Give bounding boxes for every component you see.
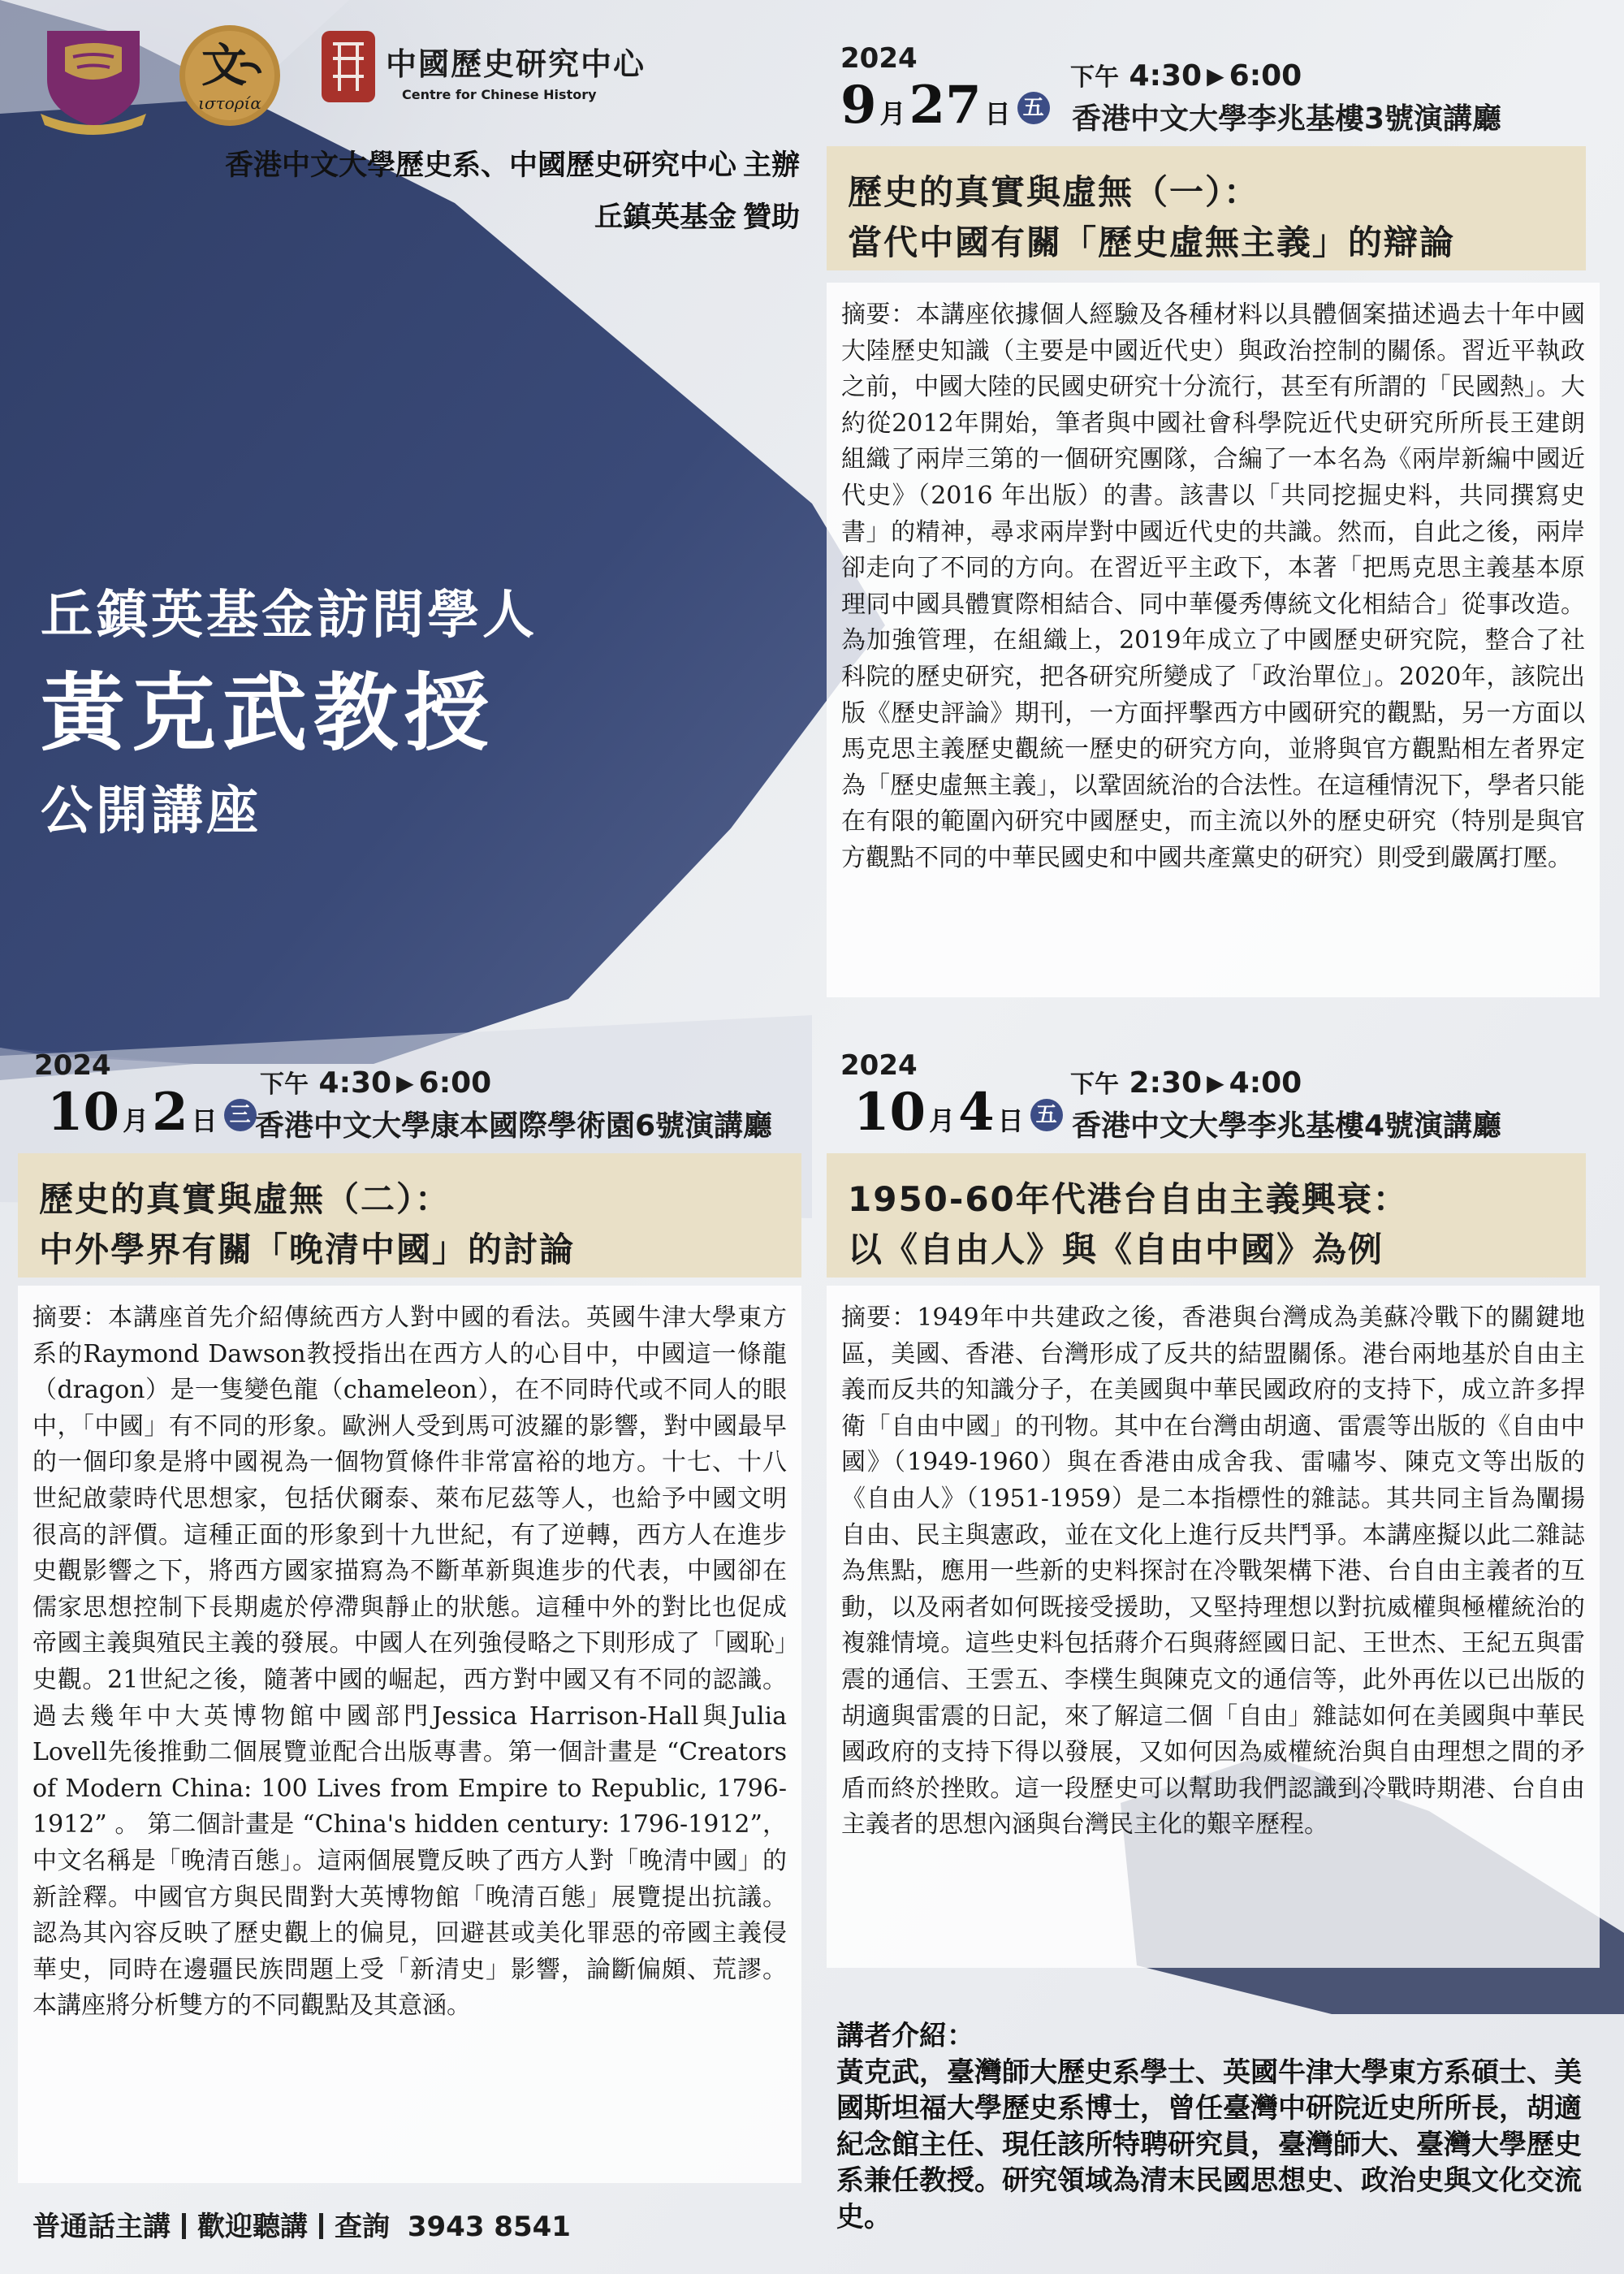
speaker-intro-bio: 黃克武，臺灣師大歷史系學士、英國牛津大學東方系碩士、美國斯坦福大學歷史系博士，曾任臺灣中研院近史所所長，胡適紀念館主任、現任該所特聘研究員，臺灣師大、臺灣大學歷史系兼任教授。研究領域為清末民國思想史、政治史與文化交流史。 (836, 2056, 1582, 2233)
lecture-3-time-start: 2:30 (1129, 1066, 1203, 1100)
lecture-3-day-unit: 日 (997, 1105, 1024, 1136)
footer-language: 普通話主講 (32, 2211, 171, 2243)
lecture-3-time-end: 4:00 (1229, 1066, 1302, 1100)
centre-logo-main: 中國歷史研究中心 (386, 46, 646, 82)
lecture-2-time-start: 4:30 (318, 1066, 392, 1100)
svg-text:文: 文 (201, 39, 247, 93)
lecture-3-title-line2: 以《自由人》與《自由中國》為例 (848, 1230, 1384, 1269)
istoria-logo (177, 23, 283, 128)
lecture-2-title-band (18, 1153, 801, 1278)
sponsor-name: 丘鎮英基金 (594, 201, 736, 234)
lecture-1-head (840, 42, 1587, 148)
lecture-3-year: 2024 (840, 1049, 918, 1082)
lecture-2-time-prefix: 下午 (260, 1070, 309, 1099)
play-arrow-icon: ▶ (1207, 63, 1224, 89)
lecture-2-time (260, 1064, 491, 1100)
lecture-2-year: 2024 (34, 1049, 111, 1082)
lecture-3-head (840, 1049, 1587, 1155)
organizers-block (225, 140, 800, 244)
speaker-name-title: 黃克武教授 (41, 663, 496, 763)
lecture-1-time-start: 4:30 (1129, 59, 1203, 93)
lecture-1-date (840, 75, 1050, 136)
lecture-2-day: 2 (152, 1082, 188, 1143)
lecture-3-day: 4 (958, 1082, 995, 1143)
cuhk-crest-logo (32, 23, 154, 136)
lecture-3-time (1070, 1064, 1302, 1100)
lecture-3-title-line1: 1950-60年代港台自由主義興衰： (848, 1179, 1409, 1219)
footer-phone: 3943 8541 (407, 2211, 571, 2243)
lecture-3-time-prefix: 下午 (1070, 1070, 1119, 1099)
footer-separator (182, 2213, 186, 2239)
centre-logo-sub: Centre for Chinese History (402, 87, 597, 102)
lecture-1-day: 27 (909, 75, 982, 136)
istoria-logo-text: ιστορία (198, 93, 261, 113)
lecture-2-weekday-badge: 三 (224, 1099, 257, 1131)
lecture-2-time-end: 6:00 (418, 1066, 492, 1100)
lecture-3-month: 10 (853, 1082, 926, 1143)
lecture-1-time-end: 6:00 (1229, 59, 1302, 93)
lecture-1-time (1070, 57, 1302, 93)
play-arrow-icon: ▶ (396, 1070, 414, 1096)
lecture-3-title-band (827, 1153, 1586, 1278)
lecture-2-month-unit: 月 (123, 1105, 149, 1136)
lecture-2-head (34, 1049, 781, 1155)
lecture-1-title-band (827, 146, 1586, 270)
lecture-1-title-line1: 歷史的真實與虛無（一）： (848, 172, 1260, 212)
lecture-2-title-line1: 歷史的真實與虛無（二）： (39, 1179, 451, 1219)
organizer-role: 主辦 (742, 149, 800, 182)
hero-title (41, 585, 538, 843)
organizer-name: 香港中文大學歷史系、中國歷史研究中心 (224, 149, 736, 182)
sponsor-line (225, 192, 800, 244)
lecture-2-date (47, 1082, 257, 1143)
lecture-3-date (853, 1082, 1063, 1143)
lecture-3-venue: 香港中文大學李兆基樓4號演講廳 (1072, 1109, 1502, 1143)
lecture-3-abstract: 摘要：1949年中共建政之後，香港與台灣成為美蘇冷戰下的關鍵地區，美國、香港、台灣形成了反共的結盟關係。港台兩地基於自由主義而反共的知識分子，在美國與中華民國政府的支持下，成立許多捍衛「自由中國」的刊物。其中在台灣由胡適、雷震等出版的《自由中國》（1949-1960）與在香港由成舍我、雷嘯岑、陳克文等出版的《自由人》（1951-1959）是二本指標性的雜誌。其共同主旨為闡揚自由、民主與憲政，並在文化上進行反共鬥爭。本講座擬以此二雜誌為焦點，應用一些新的史料探討在冷戰架構下港、台自由主義者的互動，以及兩者如何既接受援助，又堅持理想以對抗威權與極權統治的複雜情境。這些史料包括蔣介石與蔣經國日記、王世杰、王紀五與雷震的通信、王雲五、李樸生與陳克文的通信等，此外再佐以已出版的胡適與雷震的日記，來了解這二個「自由」雜誌如何在美國與中華民國政府的支持下得以發展，又如何因為威權統治與自由理想之間的矛盾而終於挫敗。這一段歷史可以幫助我們認識到冷戰時期港、台自由主義者的思想內涵與台灣民主化的艱辛歷程。 (827, 1286, 1600, 1968)
lecture-1-day-unit: 日 (984, 98, 1011, 129)
lecture-1-weekday-badge: 五 (1017, 92, 1050, 124)
lecture-1-abstract: 摘要：本講座依據個人經驗及各種材料以具體個案描述過去十年中國大陸歷史知識（主要是中國近代史）與政治控制的關係。習近平執政之前，中國大陸的民國史研究十分流行，甚至有所謂的「民國熱」。大約從2012年開始，筆者與中國社會科學院近代史研究所所長王建朗組織了兩岸三第的一個研究團隊，合編了一本名為《兩岸新編中國近代史》（2016 年出版）的書。該書以「共同挖掘史料，共同撰寫史書」的精神，尋求兩岸對中國近代史的共識。然而，自此之後，兩岸卻走向了不同的方向。在習近平主政下，本著「把馬克思主義基本原理同中國具體實際相結合、同中華優秀傳統文化相結合」從事改造。為加強管理，在組織上，2019年成立了中國歷史研究院，整合了社科院的歷史研究，把各研究所變成了「政治單位」。2020年，該院出版《歷史評論》期刊，一方面抨擊西方中國研究的觀點，另一方面以馬克思主義歷史觀統一歷史的研究方向，並將與官方觀點相左者界定為「歷史虛無主義」，以鞏固統治的合法性。在這種情況下，學者只能在有限的範圍內研究中國歷史，而主流以外的歷史研究（特別是與官方觀點不同的中華民國史和中國共產黨史的研究）則受到嚴厲打壓。 (827, 283, 1600, 997)
lecture-1-year: 2024 (840, 42, 918, 75)
centre-seal-logo (317, 26, 382, 107)
footer (32, 2204, 571, 2244)
hero-subtitle: 丘鎮英基金訪問學人 (41, 586, 538, 646)
hero-tail: 公開講座 (41, 780, 261, 841)
speaker-intro-heading: 講者介紹： (836, 2020, 974, 2052)
lecture-1-time-prefix: 下午 (1070, 63, 1119, 92)
centre-logo-text (386, 39, 646, 102)
lecture-1-month: 9 (840, 75, 877, 136)
play-arrow-icon: ▶ (1207, 1070, 1224, 1096)
lecture-2-abstract: 摘要：本講座首先介紹傳統西方人對中國的看法。英國牛津大學東方系的Raymond Dawson教授指出在西方人的心目中，中國這一條龍（dragon）是一隻變色龍（chameleon），在不同時代或不同人的眼中，「中國」有不同的形象。歐洲人受到馬可波羅的影響，對中國最早的一個印象是將中國視為一個物質條件非常富裕的地方。十七、十八世紀啟蒙時代思想家，包括伏爾泰、萊布尼茲等人，也給予中國文明很高的評價。這種正面的形象到十九世紀，有了逆轉，西方人在進步史觀影響之下，將西方國家描寫為不斷革新與進步的代表，中國卻在儒家思想控制下長期處於停滯與靜止的狀態。這種中外的對比也促成帝國主義與殖民主義的發展。中國人在列強侵略之下則形成了「國恥」史觀。21世紀之後，隨著中國的崛起，西方對中國又有不同的認識。過去幾年中大英博物館中國部門Jessica Harrison-Hall與Julia Lovell先後推動二個展覽並配合出版專書。第一個計畫是 “Creators of Modern China: 100 Lives from Empire to Republic, 1796-1912” 。 第二個計畫是 “China's hidden century: 1796-1912”，中文名稱是「晚清百態」。這兩個展覽反映了西方人對「晚清中國」的新詮釋。中國官方與民間對大英博物館「晚清百態」展覽提出抗議。認為其內容反映了歷史觀上的偏見，回避甚或美化罪惡的帝國主義侵華史，同時在邊疆民族問題上受「新清史」影響，論斷偏頗、荒謬。本講座將分析雙方的不同觀點及其意涵。 (18, 1286, 801, 2183)
footer-welcome: 歡迎聽講 (197, 2211, 308, 2243)
lecture-2-venue: 香港中文大學康本國際學術園6號演講廳 (255, 1109, 773, 1143)
lecture-2-month: 10 (47, 1082, 120, 1143)
lecture-3-month-unit: 月 (929, 1105, 956, 1136)
footer-separator (319, 2213, 323, 2239)
organizer-line (225, 140, 800, 192)
lecture-1-title-line2: 當代中國有關「歷史虛無主義」的辯論 (848, 223, 1456, 262)
sponsor-role: 贊助 (742, 201, 800, 234)
lecture-1-month-unit: 月 (879, 98, 906, 129)
lecture-1-venue: 香港中文大學李兆基樓3號演講廳 (1072, 102, 1502, 136)
speaker-intro (836, 2018, 1600, 2235)
footer-enquiry-label: 查詢 (335, 2211, 390, 2243)
lecture-2-title-line2: 中外學界有關「晚清中國」的討論 (39, 1230, 576, 1269)
lecture-2-day-unit: 日 (191, 1105, 218, 1136)
lecture-3-weekday-badge: 五 (1030, 1099, 1063, 1131)
